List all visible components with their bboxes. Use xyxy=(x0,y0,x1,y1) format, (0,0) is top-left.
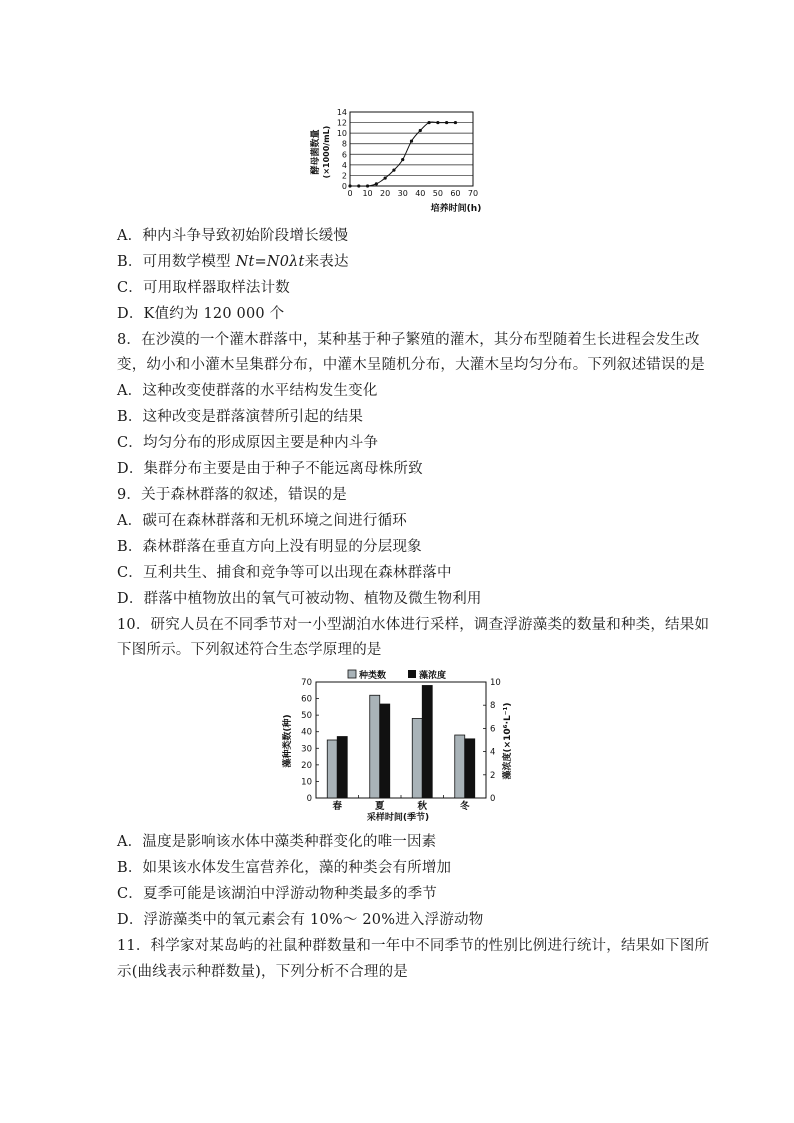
bar-species-count xyxy=(370,695,380,798)
q10-stem-line1: 10．研究人员在不同季节对一小型湖泊水体进行采样，调查浮游藻类的数量和种类，结果如 xyxy=(117,617,710,633)
bar-algae-density xyxy=(337,737,347,798)
growth-xtick-label: 10 xyxy=(362,189,373,198)
q8-option-d: D．集群分布主要是由于种子不能远离母株所致 xyxy=(117,461,423,477)
algae-xlabel: 采样时间(季节) xyxy=(366,813,430,823)
q9-option-b: B．森林群落在垂直方向上没有明显的分层现象 xyxy=(117,539,422,555)
growth-xtick-label: 30 xyxy=(397,189,408,198)
legend-swatch-density xyxy=(408,670,416,678)
growth-data-point xyxy=(436,121,439,124)
legend-label-density: 藻浓度 xyxy=(419,671,447,681)
algae-left-tick-label: 40 xyxy=(301,727,312,738)
algae-left-tick-label: 20 xyxy=(301,760,312,771)
algae-right-tick-label: 0 xyxy=(490,794,496,804)
q8-stem-line1: 8．在沙漠的一个灌木群落中，某种基于种子繁殖的灌木，其分布型随着生长进程会发生改 xyxy=(117,332,700,348)
q7-option-b-formula: Nt=N0λt xyxy=(235,254,305,270)
algae-right-tick-label: 2 xyxy=(490,770,496,781)
algae-left-tick-label: 10 xyxy=(301,777,312,788)
algae-right-tick-label: 10 xyxy=(490,678,501,688)
algae-left-tick-label: 0 xyxy=(306,794,312,804)
q8-stem-line2: 变，幼小和小灌木呈集群分布，中灌木呈随机分布，大灌木呈均匀分布。下列叙述错误的是 xyxy=(117,357,705,373)
growth-ytick-label: 8 xyxy=(341,139,347,149)
q10-option-c: C．夏季可能是该湖泊中浮游动物种类最多的季节 xyxy=(117,886,437,902)
q9-stem: 9．关于森林群落的叙述，错误的是 xyxy=(117,487,347,503)
growth-data-point xyxy=(366,184,369,187)
growth-data-point xyxy=(401,158,404,161)
q8-option-c: C．均匀分布的形成原因主要是种内斗争 xyxy=(117,435,379,451)
growth-ytick-label: 0 xyxy=(341,182,347,191)
growth-data-point xyxy=(392,169,395,172)
algae-left-tick-label: 50 xyxy=(301,711,312,722)
legend-label-species: 种类数 xyxy=(359,671,387,681)
algae-category-label: 秋 xyxy=(417,801,428,812)
algae-left-tick-label: 30 xyxy=(301,744,312,755)
algae-right-tick-label: 4 xyxy=(490,747,496,758)
q10-stem-line2: 下图所示。下列叙述符合生态学原理的是 xyxy=(117,642,382,658)
q9-option-c: C．互利共生、捕食和竞争等可以出现在森林群落中 xyxy=(117,565,452,581)
q7-option-b-prefix: B．可用数学模型 xyxy=(117,254,236,270)
growth-xtick-label: 20 xyxy=(380,189,391,198)
bar-species-count xyxy=(455,735,465,798)
algae-bar-chart xyxy=(280,666,520,824)
growth-data-point xyxy=(348,184,351,187)
growth-data-point xyxy=(375,182,378,185)
growth-ytick-label: 14 xyxy=(336,108,347,117)
q10-option-d: D．浮游藻类中的氧元素会有 10%～ 20%进入浮游动物 xyxy=(117,912,484,928)
growth-xtick-label: 50 xyxy=(432,189,443,198)
algae-left-tick-label: 60 xyxy=(301,694,312,705)
q10-option-a: A．温度是影响该水体中藻类种群变化的唯一因素 xyxy=(117,834,437,850)
q7-option-a: A．种内斗争导致初始阶段增长缓慢 xyxy=(117,228,349,244)
algae-right-tick-label: 8 xyxy=(490,701,496,712)
q8-option-a: A．这种改变使群落的水平结构发生变化 xyxy=(117,383,378,399)
growth-data-point xyxy=(427,121,430,124)
growth-data-point xyxy=(445,121,448,124)
growth-data-point xyxy=(419,129,422,132)
growth-ytick-label: 12 xyxy=(336,118,347,128)
algae-ylabel-right: 藻浓度(×10⁶·L⁻¹) xyxy=(503,702,513,780)
growth-xlabel: 培养时间(h) xyxy=(430,204,482,214)
growth-data-point xyxy=(410,139,413,142)
algae-ylabel-left: 藻种类数(种) xyxy=(283,714,293,768)
growth-ytick-label: 4 xyxy=(341,160,347,170)
bar-algae-density xyxy=(380,704,390,798)
growth-ytick-label: 10 xyxy=(336,129,347,139)
growth-xtick-label: 60 xyxy=(450,189,461,198)
growth-ytick-label: 6 xyxy=(341,150,347,160)
growth-xtick-label: 40 xyxy=(415,189,426,198)
growth-ytick-label: 2 xyxy=(341,171,347,181)
legend-swatch-species xyxy=(348,670,356,678)
growth-ylabel-unit: (×1000/mL) xyxy=(322,125,331,179)
growth-data-point xyxy=(454,121,457,124)
q11-stem-line1: 11．科学家对某岛屿的社鼠种群数量和一年中不同季节的性别比例进行统计，结果如下图所 xyxy=(117,938,710,954)
algae-left-tick-label: 70 xyxy=(301,678,312,688)
q10-option-b: B．如果该水体发生富营养化，藻的种类会有所增加 xyxy=(117,860,452,876)
q7-option-d: D．K值约为 120 000 个 xyxy=(117,306,285,322)
yeast-growth-chart xyxy=(308,104,490,216)
q11-stem-line2: 示(曲线表示种群数量)，下列分析不合理的是 xyxy=(117,964,409,980)
algae-right-tick-label: 6 xyxy=(490,724,496,735)
q9-option-a: A．碳可在森林群落和无机环境之间进行循环 xyxy=(117,513,407,529)
growth-xtick-label: 70 xyxy=(467,189,479,198)
q7-option-b-suffix: 来表达 xyxy=(304,254,349,270)
bar-algae-density xyxy=(465,739,475,798)
growth-data-point xyxy=(357,184,360,187)
growth-xtick-label: 0 xyxy=(347,189,353,198)
bar-species-count xyxy=(327,740,337,798)
q8-option-b: B．这种改变是群落演替所引起的结果 xyxy=(117,409,364,425)
q9-option-d: D．群落中植物放出的氧气可被动物、植物及微生物利用 xyxy=(117,591,482,607)
algae-category-label: 夏 xyxy=(374,801,385,812)
bar-species-count xyxy=(412,718,422,798)
algae-category-label: 春 xyxy=(332,801,343,812)
growth-ylabel: 酵母菌数量 xyxy=(311,129,321,175)
algae-category-label: 冬 xyxy=(459,801,470,812)
bar-algae-density xyxy=(422,685,432,798)
q7-option-c: C．可用取样器取样法计数 xyxy=(117,280,290,296)
q7-option-b xyxy=(117,252,349,272)
growth-data-point xyxy=(384,176,387,179)
